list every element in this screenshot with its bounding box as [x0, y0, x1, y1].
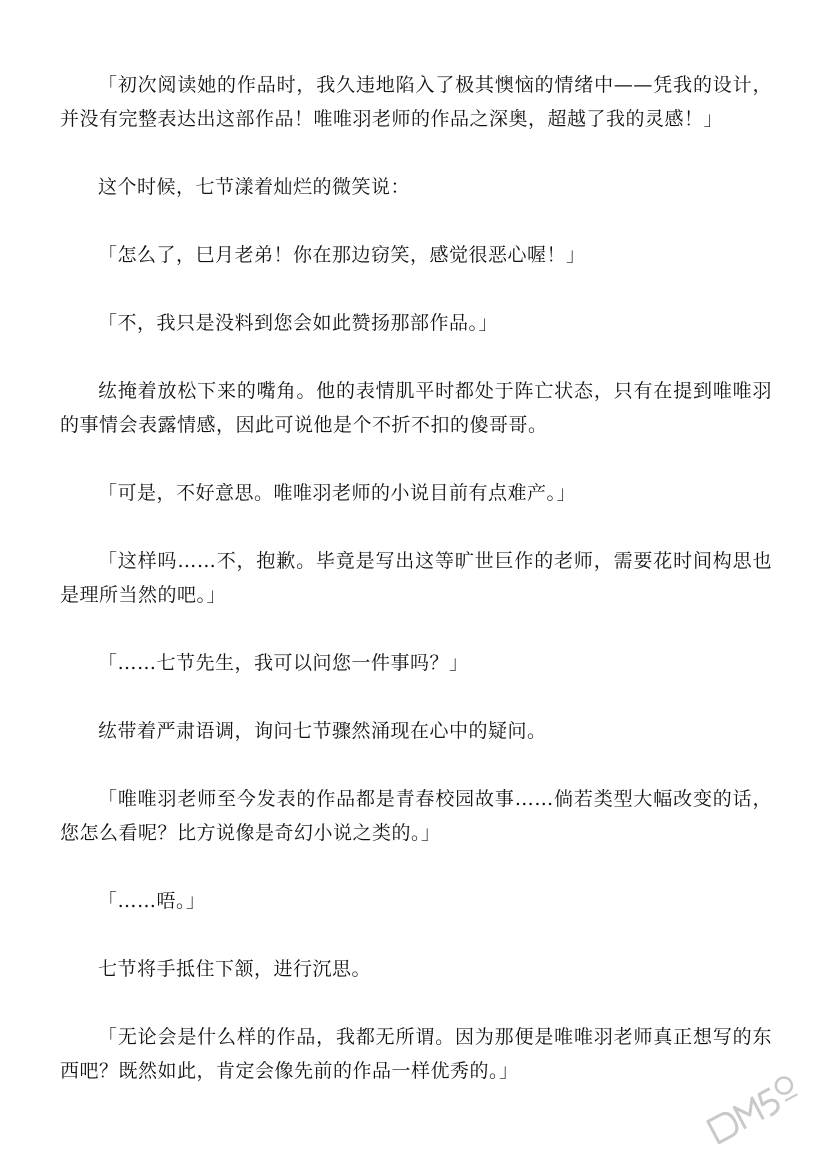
paragraph-12: 七节将手抵住下颔，进行沉思。 — [98, 958, 372, 980]
paragraph-3: 「怎么了，巳月老弟！你在那边窃笑，感觉很恶心喔！」 — [98, 244, 586, 266]
paragraph-8: 「……七节先生，我可以问您一件事吗？」 — [98, 652, 469, 674]
paragraph-1: 「初次阅读她的作品时，我久违地陷入了极其懊恼的情绪中——凭我的设计，并没有完整表达出这部作品！唯唯羽老师的作品之深奥，超越了我的灵感！」 — [60, 74, 772, 130]
document-body — [60, 68, 772, 1122]
paragraph-9: 纮带着严肃语调，询问七节骤然涌现在心中的疑问。 — [98, 720, 547, 742]
paragraph-2: 这个时候，七节漾着灿烂的微笑说： — [98, 176, 411, 198]
paragraph-13: 「无论会是什么样的作品，我都无所谓。因为那便是唯唯羽老师真正想写的东西吧？既然如此，肯定会像先前的作品一样优秀的。」 — [60, 1026, 772, 1082]
paragraph-11: 「……唔。」 — [98, 890, 206, 912]
paragraph-5: 纮掩着放松下来的嘴角。他的表情肌平时都处于阵亡状态，只有在提到唯唯羽的事情会表露情感，因此可说他是个不折不扣的傻哥哥。 — [60, 380, 772, 436]
paragraph-7: 「这样吗……不，抱歉。毕竟是写出这等旷世巨作的老师，需要花时间构思也是理所当然的吧。」 — [60, 550, 772, 606]
paragraph-4: 「不，我只是没料到您会如此赞扬那部作品。」 — [98, 312, 499, 334]
paragraph-10: 「唯唯羽老师至今发表的作品都是青春校园故事……倘若类型大幅改变的话，您怎么看呢？比方说像是奇幻小说之类的。」 — [60, 788, 772, 844]
paragraph-6: 「可是，不好意思。唯唯羽老师的小说目前有点难产。」 — [98, 482, 577, 504]
